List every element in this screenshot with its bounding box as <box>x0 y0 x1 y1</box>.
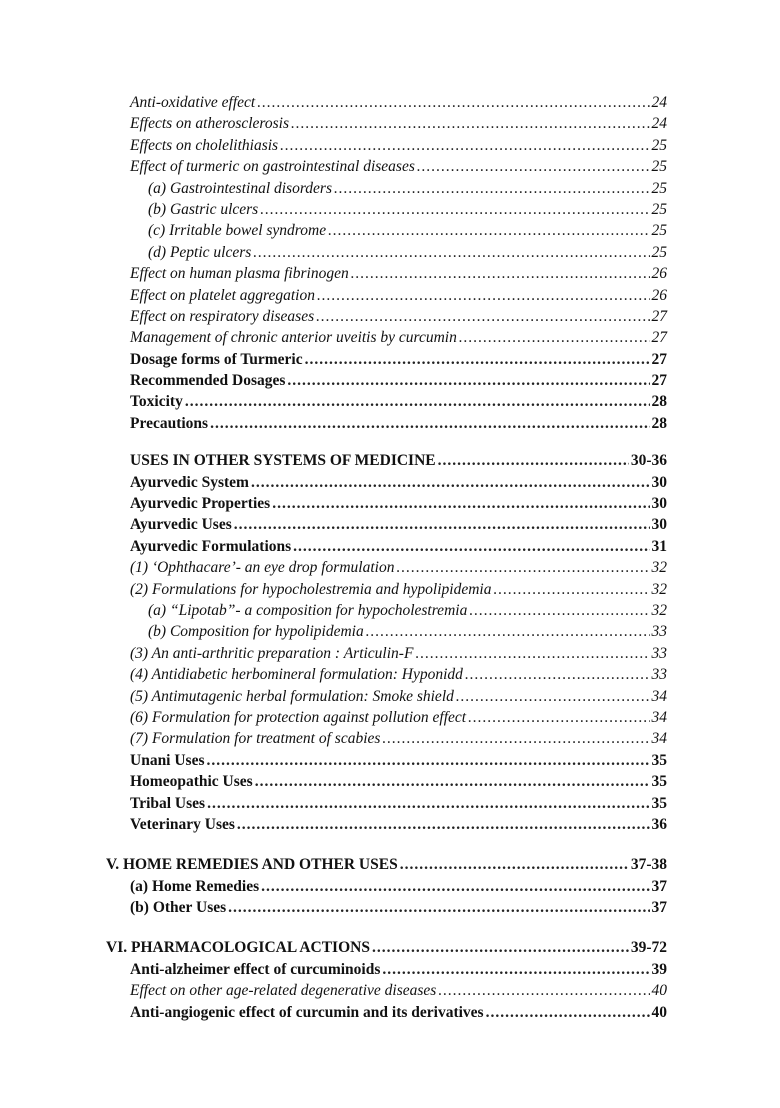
toc-entry <box>130 135 667 156</box>
toc-entry-label: (5) Antimutagenic herbal formulation: Smoke shield <box>130 687 454 705</box>
toc-entry-page: 35 <box>651 751 667 769</box>
toc-entry-page: 35 <box>651 773 667 791</box>
toc-entry-page: 35 <box>651 794 667 812</box>
toc-entry-page: 26 <box>651 265 667 283</box>
toc-entry-page: 27 <box>651 329 667 347</box>
toc-entry-page: 37 <box>651 877 667 895</box>
toc-entry-page: 30-36 <box>630 452 667 470</box>
dot-leader <box>396 557 649 578</box>
dot-leader <box>291 113 650 134</box>
toc-entry <box>130 707 667 728</box>
toc-entry <box>130 643 667 664</box>
toc-entry <box>130 92 667 113</box>
toc-entry-label: Veterinary Uses <box>130 815 235 833</box>
toc-entry-label: Effect of turmeric on gastrointestinal diseases <box>130 158 415 176</box>
toc-entry-label: Effect on human plasma fibrinogen <box>130 265 349 283</box>
dot-leader <box>459 327 650 348</box>
toc-entry <box>148 178 667 199</box>
dot-leader <box>469 600 649 621</box>
toc-entry-page: 40 <box>651 1003 667 1021</box>
dot-leader <box>185 391 650 412</box>
toc-entry-label: (4) Antidiabetic herbomineral formulation: Hyponidd <box>130 666 463 684</box>
toc-entry-page: 26 <box>651 286 667 304</box>
toc-entry <box>130 514 667 535</box>
toc-entry-page: 25 <box>651 222 667 240</box>
toc-entry-label: Ayurvedic System <box>130 473 249 491</box>
toc-entry-page: 37-38 <box>630 856 667 874</box>
toc-entry <box>148 220 667 241</box>
dot-leader <box>280 135 649 156</box>
toc-entry-label: Ayurvedic Properties <box>130 495 271 513</box>
dot-leader <box>317 285 650 306</box>
toc-entry-page: 36 <box>651 815 667 833</box>
toc-entry-page: 31 <box>651 537 667 555</box>
toc-entry-label: (2) Formulations for hypocholestremia and hypolipidemia <box>130 580 492 598</box>
toc-entry-label: Effect on other age-related degenerative diseases <box>130 982 437 1000</box>
toc-entry-page: 34 <box>651 730 667 748</box>
toc-entry <box>130 370 667 391</box>
toc-group-effects <box>0 92 780 434</box>
toc-entry-label: (1) ‘Ophthacare’- an eye drop formulation <box>130 559 395 577</box>
toc-entry-page: 34 <box>651 687 667 705</box>
dot-leader <box>417 156 650 177</box>
toc-entry <box>148 199 667 220</box>
toc-entry <box>130 557 667 578</box>
toc-entry <box>130 814 667 835</box>
dot-leader <box>400 854 629 875</box>
toc-entry <box>130 263 667 284</box>
dot-leader <box>234 514 650 535</box>
toc-entry-label: Anti-alzheimer effect of curcuminoids <box>130 960 381 978</box>
spacer <box>0 434 780 450</box>
dot-leader <box>486 1002 650 1023</box>
dot-leader <box>272 493 649 514</box>
toc-entry <box>148 621 667 642</box>
toc-entry-page: 32 <box>651 580 667 598</box>
dot-leader <box>261 876 649 897</box>
toc-entry-label: VI. PHARMACOLOGICAL ACTIONS <box>106 939 370 957</box>
toc-entry <box>130 686 667 707</box>
toc-entry-page: 28 <box>651 414 667 432</box>
toc-entry <box>130 472 667 493</box>
toc-entry-page: 33 <box>651 666 667 684</box>
toc-entry-label: Unani Uses <box>130 751 205 769</box>
toc-entry <box>130 413 667 434</box>
toc-entry-label: (b) Composition for hypolipidemia <box>148 623 364 641</box>
toc-entry-label: Effect on respiratory diseases <box>130 307 315 325</box>
toc-entry-page: 34 <box>651 708 667 726</box>
toc-entry-label: Dosage forms of Turmeric <box>130 350 303 368</box>
toc-entry-label: (7) Formulation for treatment of scabies <box>130 730 381 748</box>
toc-entry-page: 27 <box>651 350 667 368</box>
toc-entry-page: 30 <box>651 516 667 534</box>
dot-leader <box>228 897 649 918</box>
dot-leader <box>293 536 649 557</box>
toc-entry <box>130 156 667 177</box>
toc-entry-label: Management of chronic anterior uveitis by curcumin <box>130 329 457 347</box>
toc-entry <box>130 579 667 600</box>
toc-entry-label: (6) Formulation for protection against pollution effect <box>130 708 467 726</box>
toc-entry-label: (d) Peptic ulcers <box>148 243 252 261</box>
toc-entry-page: 25 <box>651 243 667 261</box>
toc-entry <box>130 664 667 685</box>
toc-entry <box>130 285 667 306</box>
toc-entry <box>130 771 667 792</box>
toc-entry-page: 27 <box>651 372 667 390</box>
toc-entry <box>130 897 667 918</box>
toc-entry-label: Recommended Dosages <box>130 372 286 390</box>
toc-entry-label: Effects on cholelithiasis <box>130 136 279 154</box>
toc-entry-page: 27 <box>651 307 667 325</box>
toc-entry <box>130 876 667 897</box>
spacer <box>0 835 780 854</box>
dot-leader <box>287 370 649 391</box>
toc-group-pharmacological <box>0 937 780 1023</box>
toc-entry-label: USES IN OTHER SYSTEMS OF MEDICINE <box>130 452 436 470</box>
dot-leader <box>493 579 649 600</box>
toc-entry <box>130 1002 667 1023</box>
toc-entry-label: Tribal Uses <box>130 794 206 812</box>
toc-entry <box>130 793 667 814</box>
toc-entry-page: 28 <box>651 393 667 411</box>
dot-leader <box>372 937 629 958</box>
toc-entry-page: 33 <box>651 623 667 641</box>
toc-entry <box>106 937 667 958</box>
toc-entry <box>130 980 667 1001</box>
spacer <box>0 918 780 937</box>
toc-entry-page: 25 <box>651 158 667 176</box>
toc-entry-label: Effect on platelet aggregation <box>130 286 315 304</box>
dot-leader <box>257 92 649 113</box>
toc-entry-page: 32 <box>651 601 667 619</box>
dot-leader <box>366 621 650 642</box>
toc-entry-label: (a) Home Remedies <box>130 877 260 895</box>
toc-entry-label: Toxicity <box>130 393 183 411</box>
toc-entry-label: Anti-angiogenic effect of curcumin and its derivatives <box>130 1003 484 1021</box>
toc-entry-label: Homeopathic Uses <box>130 773 253 791</box>
dot-leader <box>334 178 650 199</box>
toc-entry <box>130 750 667 771</box>
dot-leader <box>328 220 649 241</box>
dot-leader <box>255 771 650 792</box>
dot-leader <box>456 686 650 707</box>
toc-entry <box>130 728 667 749</box>
toc-entry-page: 39-72 <box>630 939 667 957</box>
toc-entry <box>148 600 667 621</box>
toc-entry-label: V. HOME REMEDIES AND OTHER USES <box>106 856 398 874</box>
toc-entry-page: 24 <box>651 115 667 133</box>
table-of-contents <box>0 92 780 1023</box>
toc-entry-label: (b) Gastric ulcers <box>148 200 259 218</box>
dot-leader <box>260 199 649 220</box>
toc-entry-page: 30 <box>651 495 667 513</box>
toc-entry <box>130 493 667 514</box>
dot-leader <box>210 413 649 434</box>
dot-leader <box>351 263 650 284</box>
toc-entry-label: (a) Gastrointestinal disorders <box>148 179 332 197</box>
toc-entry-page: 40 <box>651 982 667 1000</box>
dot-leader <box>207 750 650 771</box>
toc-entry-label: (3) An anti-arthritic preparation : Articulin-F <box>130 644 414 662</box>
dot-leader <box>438 450 629 471</box>
toc-entry-page: 32 <box>651 559 667 577</box>
toc-group-other-systems <box>0 450 780 835</box>
toc-entry-page: 33 <box>651 644 667 662</box>
toc-entry <box>130 391 667 412</box>
toc-entry <box>130 327 667 348</box>
toc-entry <box>130 349 667 370</box>
toc-entry-label: (b) Other Uses <box>130 899 227 917</box>
toc-entry <box>148 242 667 263</box>
toc-entry <box>130 113 667 134</box>
toc-entry-label: Ayurvedic Uses <box>130 516 232 534</box>
toc-entry-page: 24 <box>651 94 667 111</box>
dot-leader <box>382 728 649 749</box>
dot-leader <box>468 707 649 728</box>
dot-leader <box>253 242 649 263</box>
toc-entry-page: 30 <box>651 473 667 491</box>
toc-entry <box>130 959 667 980</box>
dot-leader <box>305 349 650 370</box>
dot-leader <box>465 664 650 685</box>
toc-entry-label: Precautions <box>130 414 209 432</box>
toc-entry-label: (c) Irritable bowel syndrome <box>148 222 327 240</box>
toc-entry-label: Ayurvedic Formulations <box>130 537 292 555</box>
dot-leader <box>207 793 649 814</box>
toc-entry-page: 25 <box>651 136 667 154</box>
toc-group-home-remedies <box>0 854 780 918</box>
toc-entry-page: 37 <box>651 899 667 917</box>
toc-entry <box>130 536 667 557</box>
dot-leader <box>415 643 649 664</box>
toc-entry-label: Effects on atherosclerosis <box>130 115 289 133</box>
toc-entry-label: Anti-oxidative effect <box>130 94 256 111</box>
toc-entry <box>106 854 667 875</box>
dot-leader <box>438 980 649 1001</box>
dot-leader <box>237 814 650 835</box>
toc-entry <box>130 450 667 471</box>
toc-entry-page: 25 <box>651 179 667 197</box>
dot-leader <box>316 306 649 327</box>
toc-entry-page: 25 <box>651 200 667 218</box>
toc-entry <box>130 306 667 327</box>
dot-leader <box>251 472 650 493</box>
toc-entry-label: (a) “Lipotab”- a composition for hypocholestremia <box>148 601 468 619</box>
toc-entry-page: 39 <box>651 960 667 978</box>
dot-leader <box>382 959 649 980</box>
